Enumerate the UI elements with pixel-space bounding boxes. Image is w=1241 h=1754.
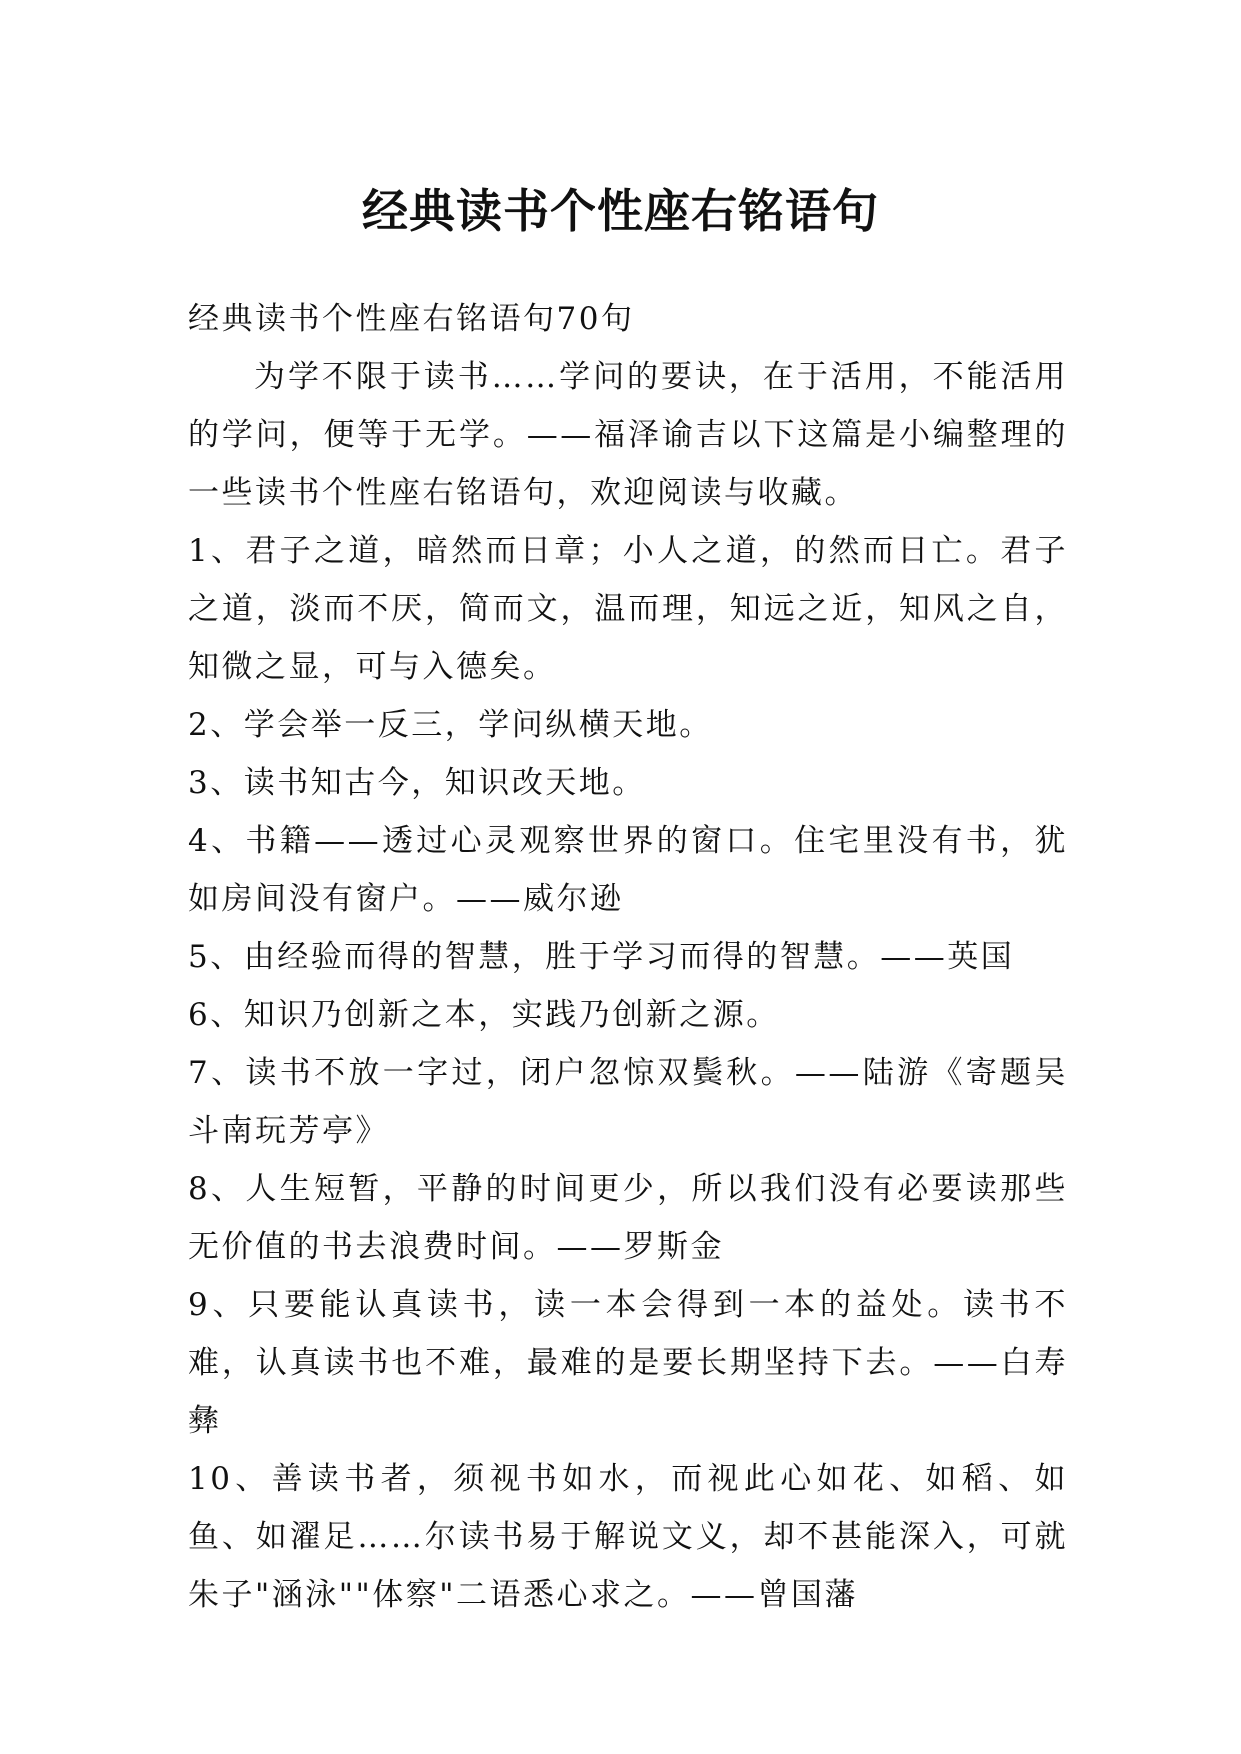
quote-item-8: 8、人生短暂，平静的时间更少，所以我们没有必要读那些无价值的书去浪费时间。——罗斯金 [188, 1171, 1068, 1265]
quote-item-10: 10、善读书者，须视书如水，而视此心如花、如稻、如鱼、如濯足……尔读书易于解说文义，却不甚能深入，可就朱子"涵泳""体察"二语悉心求之。——曾国藩 [188, 1461, 1068, 1613]
quote-item-7: 7、读书不放一字过，闭户忽惊双鬓秋。——陆游《寄题吴斗南玩芳亭》 [188, 1055, 1068, 1149]
quote-item-2: 2、学会举一反三，学问纵横天地。 [188, 707, 713, 743]
quote-item-3: 3、读书知古今，知识改天地。 [188, 765, 646, 801]
intro-paragraph: 为学不限于读书……学问的要诀，在于活用，不能活用的学问，便等于无学。——福泽谕吉以下这篇是小编整理的一些读书个性座右铭语句，欢迎阅读与收藏。 [188, 359, 1068, 511]
document-body [188, 290, 1068, 1624]
document-title: 经典读书个性座右铭语句 [362, 183, 879, 238]
quote-item-1: 1、君子之道，暗然而日章；小人之道，的然而日亡。君子之道，淡而不厌，简而文，温而理，知远之近，知风之自，知微之显，可与入德矣。 [188, 533, 1068, 685]
quote-item-9: 9、只要能认真读书，读一本会得到一本的益处。读书不难，认真读书也不难，最难的是要长期坚持下去。——白寿彝 [188, 1287, 1068, 1439]
quote-item-6: 6、知识乃创新之本，实践乃创新之源。 [188, 997, 780, 1033]
quote-item-4: 4、书籍——透过心灵观察世界的窗口。住宅里没有书，犹如房间没有窗户。——威尔逊 [188, 823, 1068, 917]
subtitle-line: 经典读书个性座右铭语句70句 [188, 301, 635, 337]
quote-item-5: 5、由经验而得的智慧，胜于学习而得的智慧。——英国 [188, 939, 1015, 975]
